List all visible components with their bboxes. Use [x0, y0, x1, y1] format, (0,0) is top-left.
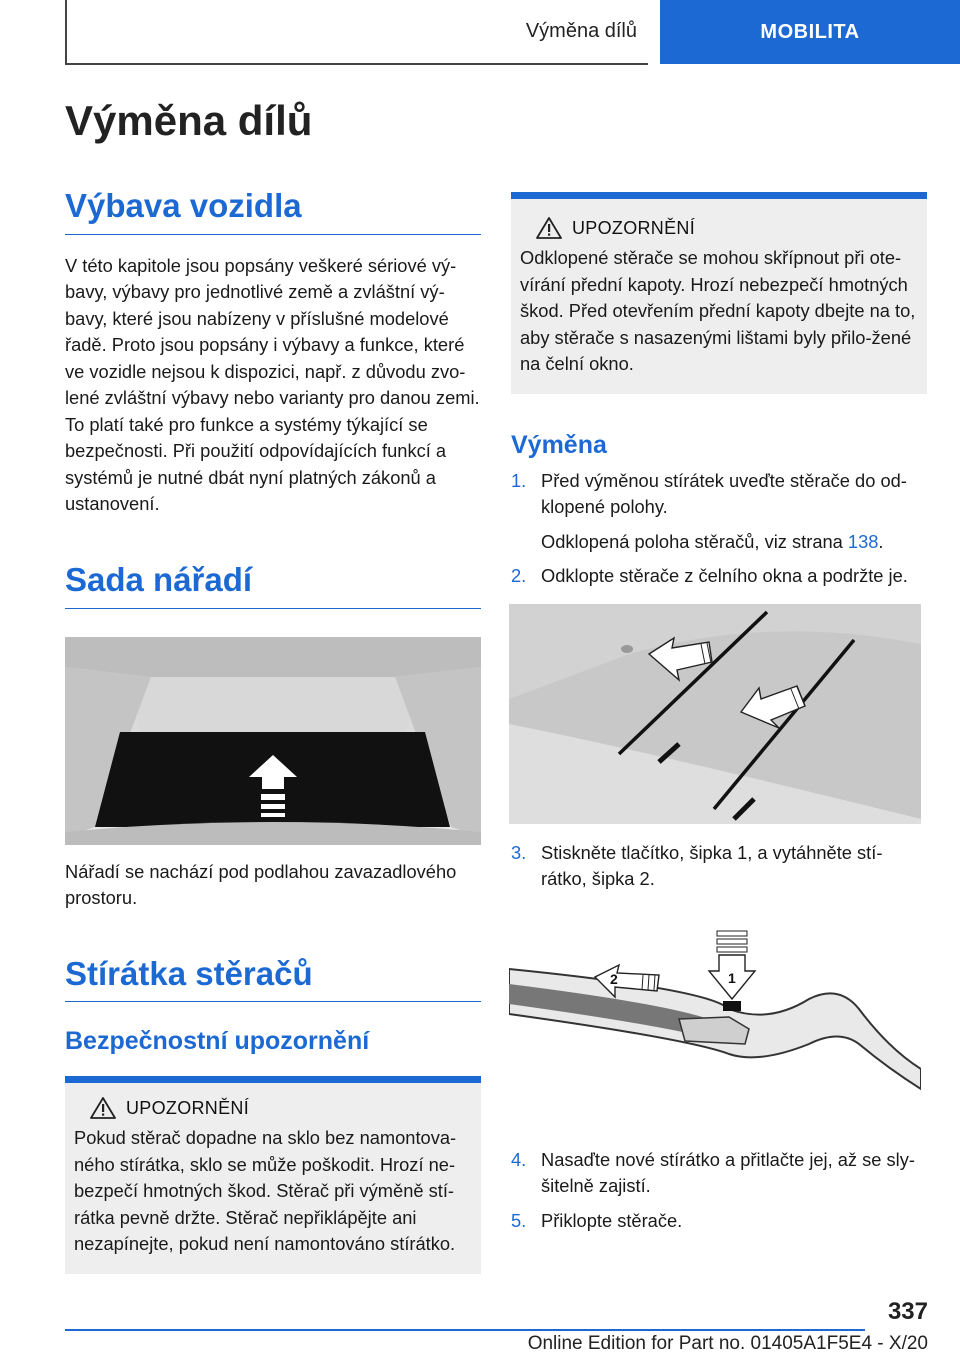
step-text: Před výměnou stírátek uveďte stěrače do od-klopené polohy. — [541, 469, 907, 517]
page-title: Výměna dílů — [65, 97, 313, 144]
header-bottom-rule — [65, 63, 648, 65]
warning-box-left — [65, 1076, 481, 1274]
step-number: 4. — [511, 1148, 527, 1170]
sada-caption: Nářadí se nachází pod podlahou zavazadlového prostoru. — [65, 860, 457, 909]
step-1-note-text: Odklopená poloha stěračů, viz strana — [541, 530, 848, 552]
arrow-label-1: 1 — [728, 969, 736, 986]
warning-label: UPOZORNĚNÍ — [572, 217, 696, 238]
step-number: 2. — [511, 565, 527, 586]
warning-text: Pokud stěrač dopadne na sklo bez namontova-ného stírátka, sklo se může poškodit. Hrozí ne-bezpečí hmotných škod. Stěrač při výměně stí-rátka pevně držte. Stěrač nepřiklápějte ani nezapínejte, pokud není namontováno stírátko. — [74, 1127, 457, 1255]
step-1-note-suffix: . — [878, 530, 884, 552]
left-column — [65, 96, 481, 1274]
warning-box-right — [511, 192, 927, 394]
page-link-138[interactable]: 138 — [847, 530, 879, 552]
vybava-text: V této kapitole jsou popsány veškeré sériové vý-bavy, výbavy pro jednotlivé země a zvláštní vý-bavy, které jsou nabízeny v příslušné modelové řadě. Proto jsou popsány i výbavy a funkce, které ve vozidle nejsou k dispozici, např. z důvodu zvo-lené zvláštní výbavy nebo varianty pro danou zemi. To platí také pro funkce a systémy týkající se bezpečnosti. Při použití odpovídajících funkcí a systémů je nutné dbát nyní platných zákonů a ustanovení. — [65, 254, 480, 515]
header-separator — [648, 0, 660, 64]
right-column — [511, 192, 927, 1234]
step-number: 5. — [511, 1209, 527, 1231]
step-1-note — [541, 529, 927, 556]
step-number: 3. — [511, 841, 527, 863]
subsection-title-vymena: Výměna — [511, 430, 607, 459]
warning-label: UPOZORNĚNÍ — [126, 1097, 250, 1118]
step-3 — [511, 840, 927, 893]
step-text: Nasaďte nové stírátko a přitlačte jej, až se sly-šitelně zajistí. — [541, 1148, 915, 1196]
footer-edition[interactable]: Online Edition for Part no. 01405A1F5E4 - X/20 — [527, 1333, 928, 1354]
step-text: Stiskněte tlačítko, šipka 1, a vytáhněte stí-rátko, šipka 2. — [541, 841, 883, 889]
trunk-floor-illustration — [65, 637, 481, 845]
step-4 — [511, 1147, 927, 1200]
step-2 — [511, 563, 927, 590]
warning-icon — [90, 1097, 116, 1119]
wiper-raise-image — [509, 604, 921, 824]
step-5 — [511, 1208, 927, 1235]
warning-text: Odklopené stěrače se mohou skřípnout při ote-vírání přední kapoty. Hrozí nebezpečí hmotných škod. Před otevřením přední kapoty dbejte na to, aby stěrače s nasazenými lištami byly přilo-žené na čelní okno. — [520, 247, 916, 374]
warning-icon — [536, 217, 562, 239]
step-1 — [511, 468, 927, 521]
windshield-wipers-illustration — [509, 604, 921, 824]
wiper-blade-image — [509, 929, 921, 1129]
section-title-sada: Sada nářadí — [65, 560, 481, 609]
step-text: Odklopte stěrače z čelního okna a podržte je. — [541, 565, 908, 586]
section-title-vybava: Výbava vozidla — [65, 186, 481, 235]
step-text: Přiklopte stěrače. — [541, 1209, 683, 1231]
wiper-blade-illustration — [509, 929, 921, 1129]
footer-rule — [65, 1329, 865, 1331]
step-number: 1. — [511, 469, 527, 491]
arrow-label-2: 2 — [610, 970, 618, 987]
page-number: 337 — [887, 1298, 928, 1325]
header-chapter-tab[interactable]: MOBILITA — [660, 0, 960, 64]
section-title-stiratka: Stírátka stěračů — [65, 954, 481, 1003]
subsection-title-safety: Bezpečnostní upozornění — [65, 1027, 370, 1056]
trunk-image — [65, 637, 481, 845]
header-section-title: Výměna dílů — [525, 19, 637, 42]
